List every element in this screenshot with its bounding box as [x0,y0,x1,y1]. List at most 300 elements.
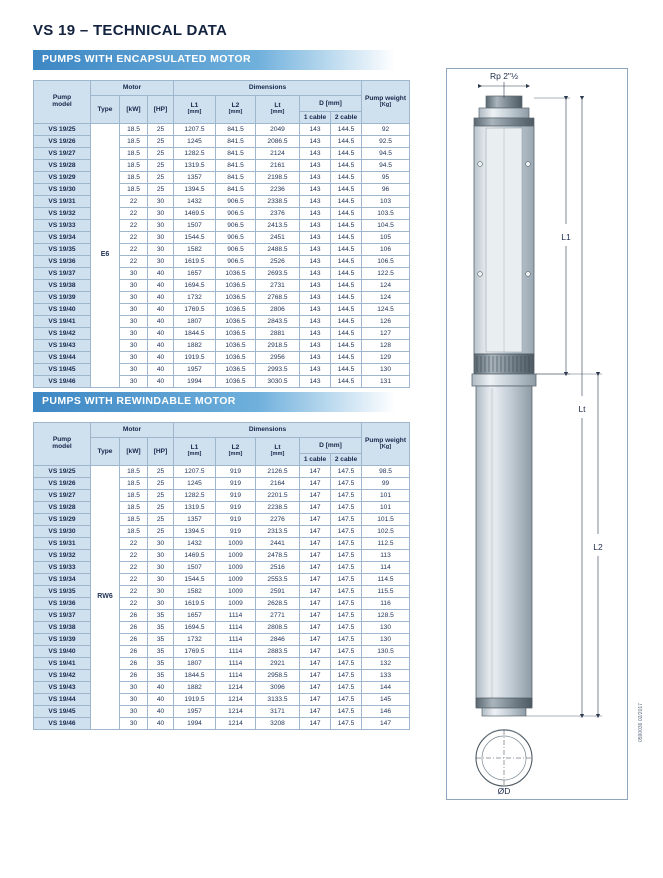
cell-d-1cable: 143 [300,244,331,256]
cell-l2: 1036.5 [216,304,256,316]
cell-l2: 1036.5 [216,328,256,340]
cell-d-2cable: 144.5 [331,232,362,244]
cell-d-2cable: 147.5 [331,694,362,706]
header-pump-model: Pump model [34,81,91,124]
cell-kw: 22 [120,208,148,220]
cell-pump-model: VS 19/39 [34,292,91,304]
cell-pump-model: VS 19/45 [34,706,91,718]
cell-kw: 18.5 [120,466,148,478]
cell-kw: 22 [120,232,148,244]
cell-l2: 1009 [216,574,256,586]
cell-pump-model: VS 19/36 [34,256,91,268]
cell-d-2cable: 144.5 [331,148,362,160]
cell-l2: 841.5 [216,136,256,148]
cell-d-2cable: 144.5 [331,160,362,172]
cell-weight: 129 [362,352,410,364]
section-banner-encapsulated [33,50,395,70]
header-d-2cable: 2 cable [331,454,362,466]
cell-d-1cable: 143 [300,220,331,232]
cell-lt: 2846 [256,634,300,646]
cell-l2: 1114 [216,610,256,622]
cell-weight: 103 [362,196,410,208]
cell-pump-model: VS 19/33 [34,220,91,232]
cell-lt: 2161 [256,160,300,172]
cell-hp: 25 [148,502,174,514]
cell-d-2cable: 147.5 [331,466,362,478]
cell-l1: 1844.5 [174,328,216,340]
cell-kw: 22 [120,598,148,610]
cell-kw: 18.5 [120,184,148,196]
cell-l1: 1807 [174,316,216,328]
cell-l2: 1009 [216,562,256,574]
cell-l2: 919 [216,466,256,478]
table-row [34,490,410,502]
cell-l2: 1036.5 [216,340,256,352]
cell-lt: 2591 [256,586,300,598]
cell-l2: 841.5 [216,124,256,136]
cell-pump-model: VS 19/32 [34,550,91,562]
cell-pump-model: VS 19/25 [34,466,91,478]
cell-hp: 40 [148,364,174,376]
cell-hp: 35 [148,646,174,658]
cell-weight: 130.5 [362,646,410,658]
header-motor: Motor [91,423,174,438]
cell-weight: 146 [362,706,410,718]
cell-lt: 2413.5 [256,220,300,232]
cell-d-1cable: 147 [300,658,331,670]
cell-lt: 2693.5 [256,268,300,280]
cell-kw: 18.5 [120,514,148,526]
cell-lt: 2164 [256,478,300,490]
cell-l2: 1036.5 [216,268,256,280]
cell-lt: 2376 [256,208,300,220]
cell-kw: 30 [120,268,148,280]
cell-d-2cable: 147.5 [331,670,362,682]
cell-hp: 40 [148,292,174,304]
cell-hp: 40 [148,280,174,292]
cell-kw: 22 [120,256,148,268]
cell-l1: 1245 [174,478,216,490]
cell-d-2cable: 144.5 [331,220,362,232]
cell-l2: 1036.5 [216,292,256,304]
cell-kw: 30 [120,376,148,388]
cell-kw: 18.5 [120,160,148,172]
cell-d-1cable: 143 [300,352,331,364]
table-rewindable-motor [33,422,410,730]
cell-lt: 3096 [256,682,300,694]
pump-technical-drawing [446,68,626,798]
cell-hp: 40 [148,694,174,706]
cell-kw: 26 [120,610,148,622]
cell-pump-model: VS 19/41 [34,316,91,328]
cell-kw: 22 [120,196,148,208]
header-l1-unit: [mm] [187,451,202,458]
table-row [34,706,410,718]
cell-l1: 1957 [174,364,216,376]
cell-d-2cable: 147.5 [331,634,362,646]
cell-d-2cable: 144.5 [331,340,362,352]
cell-d-1cable: 143 [300,208,331,220]
cell-hp: 30 [148,232,174,244]
table-row [34,220,410,232]
cell-l1: 1582 [174,244,216,256]
header-l2-unit: [mm] [228,109,243,116]
table-row [34,718,410,730]
cell-hp: 40 [148,340,174,352]
cell-weight: 130 [362,622,410,634]
cell-lt: 3208 [256,718,300,730]
cell-l1: 1394.5 [174,184,216,196]
cell-l1: 1619.5 [174,256,216,268]
cell-l2: 906.5 [216,220,256,232]
cell-weight: 130 [362,364,410,376]
cell-lt: 2338.5 [256,196,300,208]
cell-kw: 18.5 [120,478,148,490]
cell-weight: 113 [362,550,410,562]
cell-pump-model: VS 19/26 [34,136,91,148]
cell-pump-model: VS 19/42 [34,328,91,340]
cell-d-1cable: 147 [300,562,331,574]
cell-l1: 1619.5 [174,598,216,610]
cell-d-2cable: 147.5 [331,610,362,622]
cell-weight: 128.5 [362,610,410,622]
cell-d-2cable: 144.5 [331,208,362,220]
cell-lt: 2553.5 [256,574,300,586]
cell-weight: 114.5 [362,574,410,586]
cell-l2: 906.5 [216,208,256,220]
cell-lt: 2516 [256,562,300,574]
header-hp: [HP] [148,96,174,124]
cell-kw: 30 [120,352,148,364]
cell-hp: 35 [148,622,174,634]
cell-kw: 22 [120,562,148,574]
cell-kw: 30 [120,316,148,328]
header-kw: [kW] [120,96,148,124]
header-dimensions: Dimensions [174,423,362,438]
header-d-1cable: 1 cable [300,454,331,466]
cell-l1: 1469.5 [174,208,216,220]
cell-weight: 147 [362,718,410,730]
cell-pump-model: VS 19/31 [34,196,91,208]
cell-hp: 25 [148,148,174,160]
cell-pump-model: VS 19/29 [34,172,91,184]
cell-kw: 22 [120,220,148,232]
cell-hp: 25 [148,160,174,172]
cell-l1: 1394.5 [174,526,216,538]
table-row [34,694,410,706]
cell-kw: 30 [120,718,148,730]
cell-d-1cable: 143 [300,316,331,328]
cell-l1: 1207.5 [174,466,216,478]
cell-d-1cable: 143 [300,172,331,184]
pump-outlet [474,96,534,126]
header-l1-label: L1 [190,102,199,110]
cell-l2: 1114 [216,646,256,658]
cell-d-2cable: 144.5 [331,256,362,268]
table-row [34,364,410,376]
table-row [34,208,410,220]
cell-pump-model: VS 19/36 [34,598,91,610]
cell-weight: 124 [362,280,410,292]
cell-pump-model: VS 19/35 [34,244,91,256]
header-motor: Motor [91,81,174,96]
cell-kw: 26 [120,622,148,634]
cell-pump-model: VS 19/43 [34,682,91,694]
table-body-rewindable [34,466,410,730]
cell-weight: 103.5 [362,208,410,220]
cell-l1: 1694.5 [174,280,216,292]
cell-d-1cable: 147 [300,538,331,550]
cell-l1: 1919.5 [174,694,216,706]
cell-d-1cable: 143 [300,124,331,136]
cell-hp: 30 [148,256,174,268]
cell-l1: 1732 [174,292,216,304]
cell-d-1cable: 143 [300,280,331,292]
cell-weight: 101 [362,490,410,502]
page-title: VS 19 – TECHNICAL DATA [33,22,228,39]
dim-label-l2: L2 [593,542,603,552]
cell-hp: 25 [148,184,174,196]
cell-weight: 122.5 [362,268,410,280]
cell-pump-model: VS 19/27 [34,148,91,160]
table-row [34,562,410,574]
cell-motor-type: E6 [91,124,120,388]
cell-d-1cable: 143 [300,340,331,352]
table-row [34,526,410,538]
header-pump-weight-unit: [Kg] [379,101,392,108]
cell-kw: 22 [120,586,148,598]
cell-d-1cable: 147 [300,550,331,562]
cell-weight: 126 [362,316,410,328]
cell-hp: 30 [148,220,174,232]
cell-pump-model: VS 19/26 [34,478,91,490]
cell-hp: 30 [148,598,174,610]
table-row [34,478,410,490]
cell-l1: 1769.5 [174,646,216,658]
cell-kw: 18.5 [120,172,148,184]
cell-lt: 2843.5 [256,316,300,328]
table-row [34,280,410,292]
header-lt-unit: [mm] [270,109,285,116]
cell-weight: 101 [362,502,410,514]
cell-l2: 1036.5 [216,316,256,328]
header-l2-label: L2 [231,102,240,110]
cell-hp: 25 [148,526,174,538]
cell-d-1cable: 147 [300,526,331,538]
cell-d-2cable: 147.5 [331,574,362,586]
cell-kw: 22 [120,538,148,550]
cell-hp: 25 [148,478,174,490]
cell-d-2cable: 144.5 [331,352,362,364]
cell-d-2cable: 147.5 [331,646,362,658]
cell-d-2cable: 147.5 [331,586,362,598]
cell-lt: 2201.5 [256,490,300,502]
cell-d-2cable: 147.5 [331,706,362,718]
cell-pump-model: VS 19/42 [34,670,91,682]
cell-weight: 124 [362,292,410,304]
cell-l2: 906.5 [216,256,256,268]
cell-hp: 30 [148,586,174,598]
header-l1 [174,438,216,466]
cell-d-1cable: 143 [300,136,331,148]
cell-pump-model: VS 19/40 [34,304,91,316]
cell-hp: 40 [148,316,174,328]
cell-weight: 92.5 [362,136,410,148]
header-lt-unit: [mm] [270,451,285,458]
header-lt-label: Lt [274,102,281,110]
cell-l2: 919 [216,490,256,502]
cell-kw: 26 [120,646,148,658]
cell-l2: 906.5 [216,244,256,256]
cell-l1: 1544.5 [174,574,216,586]
table-row [34,316,410,328]
cell-l1: 1507 [174,562,216,574]
cell-lt: 2236 [256,184,300,196]
cell-hp: 25 [148,124,174,136]
cell-l2: 841.5 [216,172,256,184]
cell-l2: 1214 [216,718,256,730]
cell-d-2cable: 144.5 [331,328,362,340]
cell-d-2cable: 147.5 [331,682,362,694]
cell-d-1cable: 143 [300,184,331,196]
header-l2 [216,96,256,124]
cell-weight: 131 [362,376,410,388]
cell-pump-model: VS 19/30 [34,184,91,196]
table-row [34,184,410,196]
cell-hp: 35 [148,634,174,646]
cell-l1: 1319.5 [174,502,216,514]
cell-d-2cable: 147.5 [331,478,362,490]
table-row [34,514,410,526]
cell-d-2cable: 144.5 [331,124,362,136]
cell-hp: 35 [148,610,174,622]
cell-lt: 3133.5 [256,694,300,706]
cell-weight: 96 [362,184,410,196]
cell-lt: 2883.5 [256,646,300,658]
cell-d-2cable: 144.5 [331,244,362,256]
cell-kw: 30 [120,304,148,316]
pump-stages [474,126,534,354]
header-type: Type [91,438,120,466]
cell-d-1cable: 147 [300,622,331,634]
cell-hp: 40 [148,682,174,694]
header-lt [256,96,300,124]
cell-lt: 2768.5 [256,292,300,304]
cell-d-2cable: 144.5 [331,172,362,184]
cell-d-1cable: 147 [300,718,331,730]
cell-d-1cable: 147 [300,490,331,502]
cell-d-1cable: 147 [300,502,331,514]
cell-l1: 1432 [174,196,216,208]
cell-pump-model: VS 19/46 [34,718,91,730]
cell-hp: 40 [148,328,174,340]
cell-d-1cable: 147 [300,610,331,622]
cell-l2: 919 [216,526,256,538]
cell-pump-model: VS 19/37 [34,610,91,622]
cell-lt: 2881 [256,328,300,340]
cell-lt: 2198.5 [256,172,300,184]
header-lt [256,438,300,466]
table-row [34,340,410,352]
cell-d-2cable: 147.5 [331,538,362,550]
cell-d-1cable: 147 [300,574,331,586]
cell-l1: 1544.5 [174,232,216,244]
cell-l2: 1114 [216,634,256,646]
cell-l2: 1009 [216,538,256,550]
cell-kw: 26 [120,658,148,670]
header-l1-label: L1 [190,444,199,452]
cell-hp: 30 [148,208,174,220]
cell-lt: 2124 [256,148,300,160]
cell-pump-model: VS 19/29 [34,514,91,526]
cell-d-1cable: 147 [300,670,331,682]
cell-l1: 1769.5 [174,304,216,316]
cell-weight: 128 [362,340,410,352]
cell-d-2cable: 147.5 [331,598,362,610]
cell-d-1cable: 143 [300,292,331,304]
table-row [34,304,410,316]
cell-d-2cable: 144.5 [331,292,362,304]
cell-pump-model: VS 19/34 [34,232,91,244]
cell-lt: 2808.5 [256,622,300,634]
cell-l2: 841.5 [216,184,256,196]
cell-lt: 2731 [256,280,300,292]
header-pump-weight [362,423,410,466]
cell-d-1cable: 147 [300,586,331,598]
cell-hp: 40 [148,352,174,364]
cell-l2: 1009 [216,550,256,562]
cell-d-1cable: 147 [300,634,331,646]
cell-hp: 40 [148,706,174,718]
cell-l1: 1582 [174,586,216,598]
cell-l2: 919 [216,502,256,514]
cell-lt: 2806 [256,304,300,316]
table-row [34,352,410,364]
cell-kw: 22 [120,550,148,562]
pump-intake [472,354,536,386]
cell-l1: 1507 [174,220,216,232]
cell-hp: 30 [148,562,174,574]
cell-l2: 1036.5 [216,352,256,364]
cell-weight: 144 [362,682,410,694]
cell-lt: 2276 [256,514,300,526]
header-pump-weight-label: Pump weight [364,94,407,102]
cell-hp: 30 [148,244,174,256]
table-row [34,538,410,550]
cell-weight: 101.5 [362,514,410,526]
cell-l2: 1214 [216,694,256,706]
cell-l1: 1732 [174,634,216,646]
cell-weight: 98.5 [362,466,410,478]
dim-label-l1: L1 [561,232,571,242]
cell-pump-model: VS 19/46 [34,376,91,388]
cell-hp: 30 [148,574,174,586]
table-row [34,622,410,634]
cell-weight: 124.5 [362,304,410,316]
cell-kw: 18.5 [120,124,148,136]
cell-l1: 1282.5 [174,490,216,502]
cell-weight: 145 [362,694,410,706]
cell-l2: 841.5 [216,160,256,172]
cell-pump-model: VS 19/44 [34,694,91,706]
cell-weight: 95 [362,172,410,184]
cell-d-2cable: 147.5 [331,562,362,574]
cell-lt: 2441 [256,538,300,550]
cell-hp: 25 [148,466,174,478]
cell-l1: 1245 [174,136,216,148]
cell-l2: 841.5 [216,148,256,160]
cell-weight: 106.5 [362,256,410,268]
